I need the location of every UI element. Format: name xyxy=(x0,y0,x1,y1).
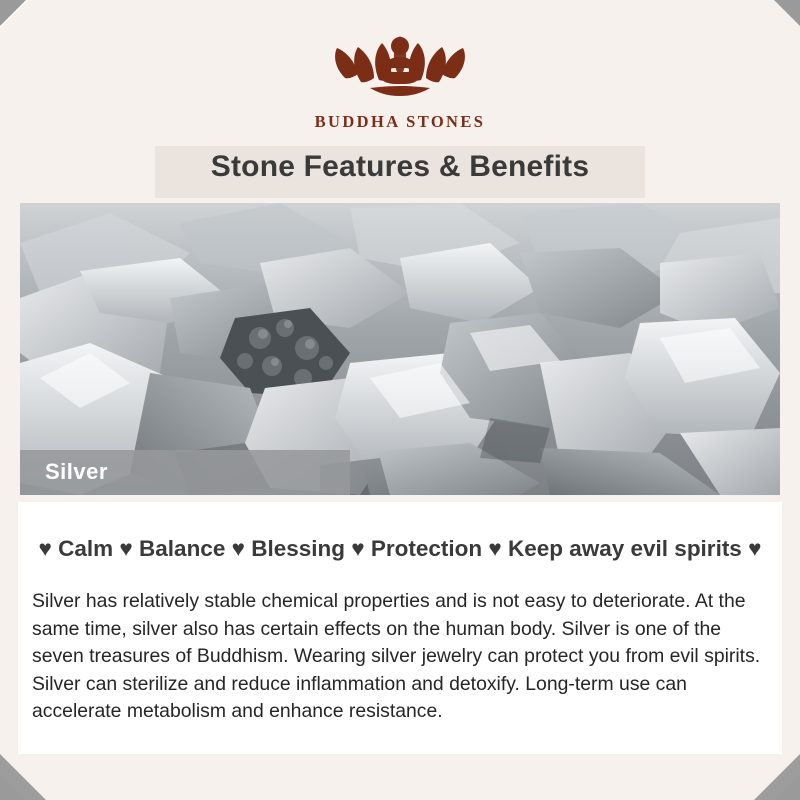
description-text: Silver has relatively stable chemical properties and is not easy to deteriorate. At the same time, silver also has certain effects on the human body. Silver is one of the seven treasures of Buddhism. Wearing silver jewelry can protect you from evil spirits. Silver can sterilize and reduce inflammation and detoxify. Long-term use can accelerate metabolism and enhance resistance. xyxy=(32,590,761,722)
corner-accent-bottom-right xyxy=(774,774,800,800)
corner-accent-bottom-left xyxy=(0,774,26,800)
page-title: Stone Features & Benefits xyxy=(210,150,590,183)
benefit-keywords: ♥ Calm ♥ Balance ♥ Blessing ♥ Protection ♥ Keep away evil spirits ♥ xyxy=(38,536,762,561)
brand-block xyxy=(0,16,800,132)
lotus-meditation-figure-icon xyxy=(325,16,475,108)
brand-name: BUDDHA STONES xyxy=(314,112,486,131)
corner-accent-top-right xyxy=(774,0,800,26)
stone-label: Silver xyxy=(45,459,108,484)
corner-accent-top-left xyxy=(0,0,26,26)
